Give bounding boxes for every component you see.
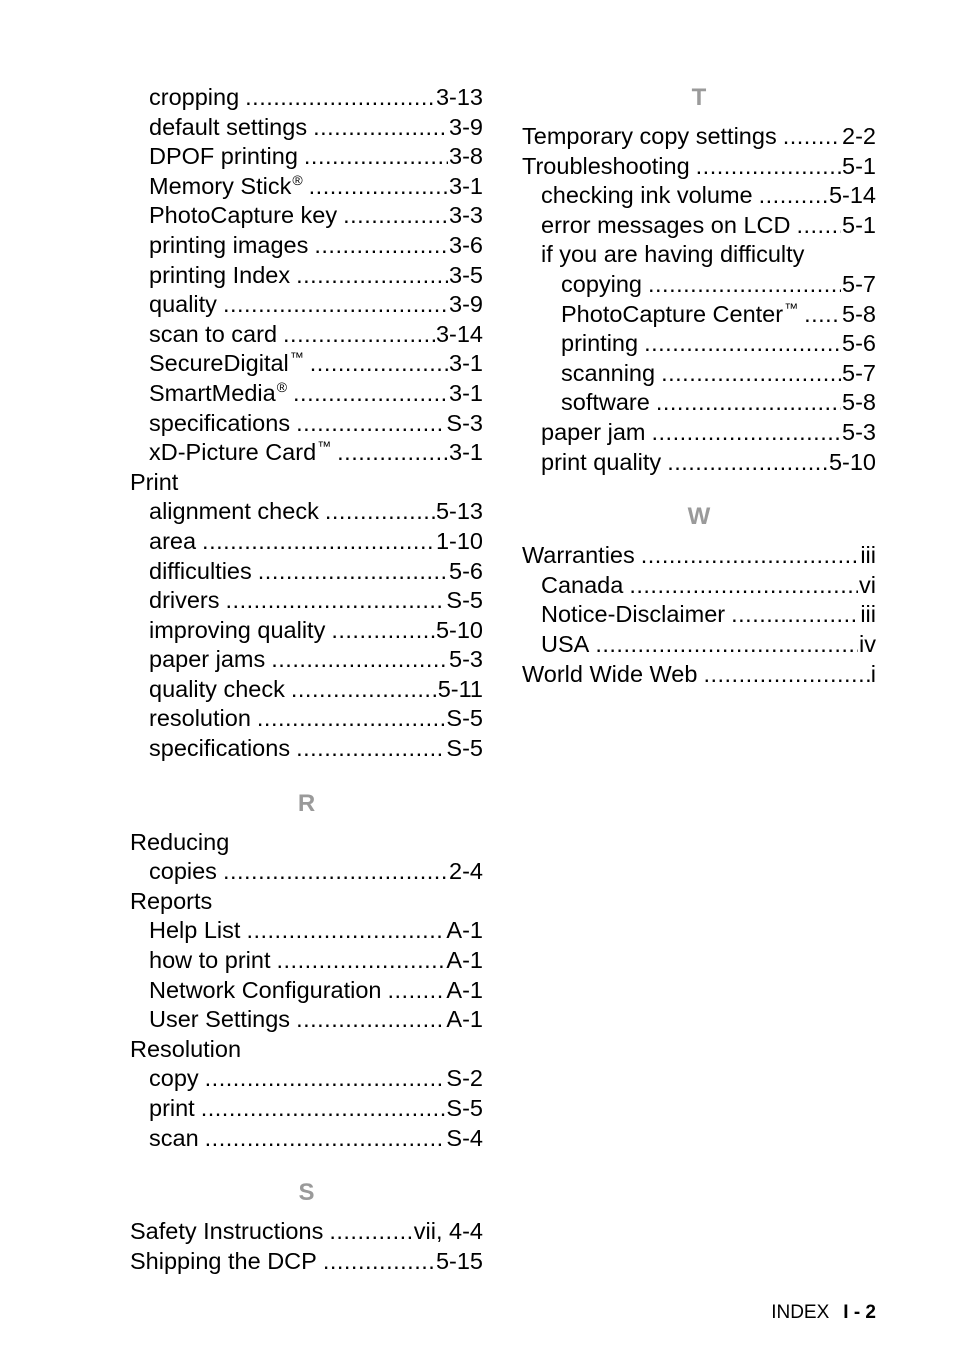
index-entry — [130, 1005, 483, 1035]
dot-leader — [309, 172, 448, 202]
index-letter-heading: S — [298, 1179, 315, 1207]
index-term — [561, 270, 642, 300]
index-page-ref: vi — [859, 571, 876, 598]
index-term-text: Reducing — [130, 828, 230, 855]
index-term — [541, 630, 589, 660]
trademark-mark: ® — [292, 171, 303, 188]
index-term — [130, 1217, 323, 1247]
index-term-text: default settings — [149, 113, 308, 140]
index-page-ref: 1-10 — [435, 527, 483, 554]
index-page-ref: 5-8 — [842, 389, 876, 416]
index-entry — [130, 231, 483, 261]
dot-leader — [644, 329, 841, 359]
index-entry — [522, 541, 876, 571]
dot-leader — [296, 734, 445, 764]
index-column-right — [522, 83, 876, 689]
index-page-ref: 5-3 — [842, 418, 876, 445]
index-page-ref: iv — [859, 630, 876, 657]
index-entry — [130, 887, 483, 917]
index-term-text: area — [149, 527, 197, 554]
dot-leader — [257, 704, 446, 734]
index-term — [149, 946, 270, 976]
dot-leader — [323, 1247, 435, 1277]
index-term-text: print quality — [541, 448, 662, 475]
index-entry — [130, 1064, 483, 1094]
index-page-ref: S-2 — [446, 1065, 483, 1092]
index-page-ref: 5-1 — [842, 152, 876, 179]
section-spacer — [522, 532, 876, 541]
index-term — [541, 448, 661, 478]
section-spacer — [130, 819, 483, 828]
index-term-text: error messages on LCD — [541, 211, 791, 238]
dot-leader — [629, 571, 858, 601]
index-term — [149, 83, 239, 113]
index-term — [522, 660, 697, 690]
index-entry — [130, 645, 483, 675]
index-entry — [522, 600, 876, 630]
index-entry — [130, 379, 483, 409]
index-page-ref: 3-14 — [435, 320, 483, 347]
index-page-ref: 3-1 — [449, 350, 483, 377]
index-entry — [522, 388, 876, 418]
index-entry — [130, 468, 483, 498]
dot-leader — [667, 448, 828, 478]
dot-leader — [661, 359, 841, 389]
index-page-ref: i — [870, 660, 876, 687]
index-column-left — [130, 83, 483, 1276]
index-entry — [130, 409, 483, 439]
index-page-ref: A-1 — [446, 947, 483, 974]
index-term-text: checking ink volume — [541, 182, 753, 209]
index-page-ref: 3-1 — [449, 439, 483, 466]
index-page-ref: iii — [860, 542, 876, 569]
dot-leader — [343, 201, 448, 231]
index-entry — [522, 240, 876, 270]
index-term-text: DPOF printing — [149, 143, 298, 170]
dot-leader — [648, 270, 841, 300]
index-entry — [522, 630, 876, 660]
index-term — [149, 113, 307, 143]
dot-leader — [314, 231, 448, 261]
index-page-ref: 5-1 — [842, 211, 876, 238]
index-page-ref: 3-1 — [449, 172, 483, 199]
index-term — [149, 704, 251, 734]
index-term-text: copies — [149, 858, 217, 885]
dot-leader — [296, 409, 445, 439]
index-term-text: difficulties — [149, 557, 252, 584]
index-page-ref: S-4 — [446, 1124, 483, 1151]
index-term-text: scan — [149, 1124, 199, 1151]
index-page-ref: 3-8 — [449, 143, 483, 170]
index-term-text: printing images — [149, 231, 309, 258]
index-term — [149, 1094, 195, 1124]
index-entry — [130, 261, 483, 291]
index-entry — [130, 142, 483, 172]
index-term — [149, 734, 290, 764]
index-term-text: how to print — [149, 947, 271, 974]
index-term-text: specifications — [149, 735, 291, 762]
index-term — [149, 172, 303, 202]
index-page-ref: 5-3 — [449, 646, 483, 673]
index-letter-heading: R — [297, 789, 316, 817]
index-term-text: printing — [561, 330, 639, 357]
index-term-text: paper jams — [149, 646, 266, 673]
section-spacer — [522, 477, 876, 502]
index-term-text: Warranties — [522, 542, 635, 569]
index-term — [130, 468, 178, 498]
index-page-ref: 5-13 — [435, 498, 483, 525]
index-term-text: specifications — [149, 409, 291, 436]
section-spacer — [130, 764, 483, 789]
index-page-ref: 5-10 — [435, 616, 483, 643]
index-entry — [130, 976, 483, 1006]
index-page-ref: 5-6 — [842, 330, 876, 357]
index-term — [149, 1124, 199, 1154]
index-term-text: resolution — [149, 705, 251, 732]
index-term — [561, 388, 650, 418]
index-page-ref: 5-7 — [842, 359, 876, 386]
index-term-text: Memory Stick — [149, 172, 292, 199]
index-term-text: Safety Instructions — [130, 1218, 324, 1245]
index-term — [522, 152, 690, 182]
index-term-text: SecureDigital — [149, 350, 289, 377]
index-page-ref: 2-2 — [842, 123, 876, 149]
index-page-ref: S-5 — [446, 1095, 483, 1121]
index-term-text: World Wide Web — [522, 660, 698, 687]
index-entry — [522, 571, 876, 601]
dot-leader — [796, 211, 841, 241]
dot-leader — [337, 438, 448, 468]
trademark-mark: ™ — [784, 299, 799, 316]
index-entry — [130, 1217, 483, 1247]
index-entry — [130, 675, 483, 705]
index-entry — [522, 152, 876, 182]
dot-leader — [271, 645, 448, 675]
dot-leader — [276, 946, 445, 976]
index-term — [541, 418, 646, 448]
index-term — [149, 409, 290, 439]
dot-leader — [293, 379, 448, 409]
index-term — [149, 916, 240, 946]
index-page-ref: 5-15 — [435, 1247, 483, 1274]
dot-leader — [310, 349, 448, 379]
index-term-text: drivers — [149, 587, 220, 614]
index-term — [149, 320, 277, 350]
trademark-mark: ® — [276, 378, 288, 395]
index-term-text: Help List — [149, 917, 241, 944]
index-term-text: scanning — [561, 359, 656, 386]
index-entry — [522, 211, 876, 241]
index-page-ref: 2-4 — [449, 858, 483, 885]
index-entry — [130, 1094, 483, 1124]
index-term-text: Shipping the DCP — [130, 1247, 317, 1274]
index-letter-heading: W — [687, 503, 711, 531]
index-term-text: Reports — [130, 887, 213, 914]
index-term-text: PhotoCapture Center — [561, 300, 784, 327]
index-term — [149, 857, 217, 887]
index-letter-heading: T — [691, 84, 707, 111]
dot-leader — [296, 261, 448, 291]
index-term-text: copy — [149, 1065, 199, 1092]
page-footer — [771, 1301, 876, 1325]
index-term-text: Print — [130, 468, 179, 495]
index-term — [149, 675, 285, 705]
index-term — [541, 211, 790, 241]
index-term — [149, 1005, 290, 1035]
section-spacer — [130, 1208, 483, 1217]
index-entry — [130, 586, 483, 616]
index-term-text: copying — [561, 270, 642, 297]
index-term-text: Canada — [541, 571, 624, 598]
index-term — [149, 201, 337, 231]
index-entry — [522, 329, 876, 359]
index-term-text: print — [149, 1095, 195, 1121]
index-term — [149, 616, 325, 646]
index-entry — [130, 1124, 483, 1154]
index-term-text: improving quality — [149, 616, 326, 643]
index-entry — [130, 320, 483, 350]
index-entry — [130, 857, 483, 887]
index-term — [149, 231, 308, 261]
index-entry — [522, 418, 876, 448]
index-term-text: printing Index — [149, 261, 291, 288]
index-term — [149, 349, 304, 379]
dot-leader — [291, 675, 437, 705]
index-entry — [522, 448, 876, 478]
footer-section-label: INDEX — [771, 1302, 830, 1323]
index-page-ref: 3-5 — [449, 261, 483, 288]
index-entry — [522, 359, 876, 389]
index-entry — [130, 290, 483, 320]
dot-leader — [245, 83, 435, 113]
index-term-text: quality — [149, 291, 217, 318]
index-term — [541, 571, 623, 601]
dot-leader — [223, 857, 448, 887]
index-term-text: SmartMedia — [149, 379, 276, 406]
dot-leader — [304, 142, 448, 172]
index-term-text: xD-Picture Card — [149, 439, 317, 466]
index-entry — [130, 349, 483, 379]
index-term-text: quality check — [149, 675, 285, 702]
index-page-ref: 3-1 — [449, 379, 483, 406]
index-page-ref: 3-9 — [449, 113, 483, 140]
index-entry — [130, 734, 483, 764]
index-page-ref: 5-10 — [828, 448, 876, 475]
dot-leader — [283, 320, 435, 350]
index-page-ref: S-5 — [446, 587, 483, 614]
dot-leader — [595, 630, 858, 660]
index-term-text: Temporary copy settings — [522, 123, 777, 149]
dot-leader — [202, 527, 435, 557]
index-term — [149, 976, 382, 1006]
index-page-ref: S-5 — [446, 735, 483, 762]
index-page-ref: 5-11 — [437, 675, 483, 702]
dot-leader — [783, 122, 841, 152]
index-term — [149, 142, 298, 172]
index-term — [149, 261, 290, 291]
index-entry — [130, 616, 483, 646]
index-page-ref: 5-8 — [842, 300, 876, 327]
index-term — [149, 645, 265, 675]
dot-leader — [246, 916, 445, 946]
index-term — [561, 359, 655, 389]
index-page-ref: 5-7 — [842, 270, 876, 297]
index-term-text: User Settings — [149, 1006, 291, 1033]
index-term — [130, 828, 229, 858]
index-page-ref: A-1 — [446, 1006, 483, 1033]
dot-leader — [258, 557, 448, 587]
index-term — [541, 600, 725, 630]
index-entry — [130, 946, 483, 976]
dot-leader — [325, 497, 435, 527]
dot-leader — [388, 976, 446, 1006]
footer-page-number: I - 2 — [843, 1302, 876, 1323]
index-page-ref: 5-6 — [449, 557, 483, 584]
index-entry — [522, 181, 876, 211]
index-page-ref: S-5 — [446, 705, 483, 732]
index-entry — [130, 704, 483, 734]
dot-leader — [226, 586, 446, 616]
index-entry — [130, 497, 483, 527]
dot-leader — [296, 1005, 445, 1035]
index-entry — [130, 438, 483, 468]
index-page-ref: 3-9 — [449, 291, 483, 318]
index-term — [522, 541, 635, 571]
dot-leader — [641, 541, 860, 571]
index-term — [149, 438, 331, 468]
index-term-text: PhotoCapture key — [149, 202, 338, 229]
index-entry — [130, 172, 483, 202]
index-term — [541, 181, 753, 211]
index-page-ref: 3-13 — [435, 84, 483, 110]
index-entry — [130, 201, 483, 231]
section-spacer — [522, 113, 876, 122]
dot-leader — [703, 660, 869, 690]
index-entry — [522, 300, 876, 330]
index-entry — [130, 527, 483, 557]
index-page-ref: iii — [860, 601, 876, 628]
index-term — [130, 1035, 241, 1065]
index-term — [149, 586, 220, 616]
index-term — [149, 557, 252, 587]
dot-leader — [656, 388, 841, 418]
index-term-text: Resolution — [130, 1035, 242, 1062]
index-entry — [522, 660, 876, 690]
index-entry — [522, 122, 876, 152]
index-term-text: Notice-Disclaimer — [541, 601, 726, 628]
index-term — [149, 1064, 199, 1094]
dot-leader — [205, 1124, 446, 1154]
index-page-ref: A-1 — [446, 917, 483, 944]
dot-leader — [652, 418, 842, 448]
index-page-ref: A-1 — [446, 976, 483, 1003]
index-entry — [130, 113, 483, 143]
dot-leader — [331, 616, 435, 646]
index-term-text: cropping — [149, 84, 240, 110]
index-page-ref: 5-14 — [828, 182, 876, 209]
index-entry — [130, 1035, 483, 1065]
index-entry — [130, 916, 483, 946]
index-term-text: Troubleshooting — [522, 152, 690, 179]
index-entry — [130, 557, 483, 587]
index-term-text: USA — [541, 630, 590, 657]
dot-leader — [223, 290, 448, 320]
index-term-text: alignment check — [149, 498, 319, 525]
index-page-ref: vii, 4-4 — [413, 1218, 483, 1245]
trademark-mark: ™ — [289, 349, 304, 366]
dot-leader — [313, 113, 448, 143]
index-term-text: Network Configuration — [149, 976, 382, 1003]
dot-leader — [804, 300, 841, 330]
index-entry — [130, 83, 483, 113]
dot-leader — [201, 1094, 446, 1124]
index-page-ref: S-3 — [446, 409, 483, 436]
index-term — [130, 1247, 317, 1277]
index-term — [522, 122, 777, 152]
index-entry — [522, 270, 876, 300]
index-entry — [130, 1247, 483, 1277]
index-term — [149, 497, 319, 527]
index-term — [561, 300, 798, 330]
index-page-ref: 3-3 — [449, 202, 483, 229]
section-spacer — [130, 1153, 483, 1178]
index-term-text: scan to card — [149, 320, 278, 347]
dot-leader — [696, 152, 841, 182]
index-term — [149, 290, 217, 320]
index-entry — [130, 828, 483, 858]
index-term-text: software — [561, 389, 650, 416]
index-term — [149, 527, 196, 557]
dot-leader — [205, 1064, 446, 1094]
index-term-text: if you are having difficulty — [541, 241, 805, 268]
index-page-ref: 3-6 — [449, 231, 483, 258]
index-term — [149, 379, 287, 409]
index-term-text: paper jam — [541, 418, 646, 445]
trademark-mark: ™ — [317, 438, 332, 455]
index-term — [541, 240, 804, 270]
dot-leader — [329, 1217, 412, 1247]
index-term — [130, 887, 212, 917]
dot-leader — [731, 600, 859, 630]
dot-leader — [759, 181, 828, 211]
index-term — [561, 329, 638, 359]
